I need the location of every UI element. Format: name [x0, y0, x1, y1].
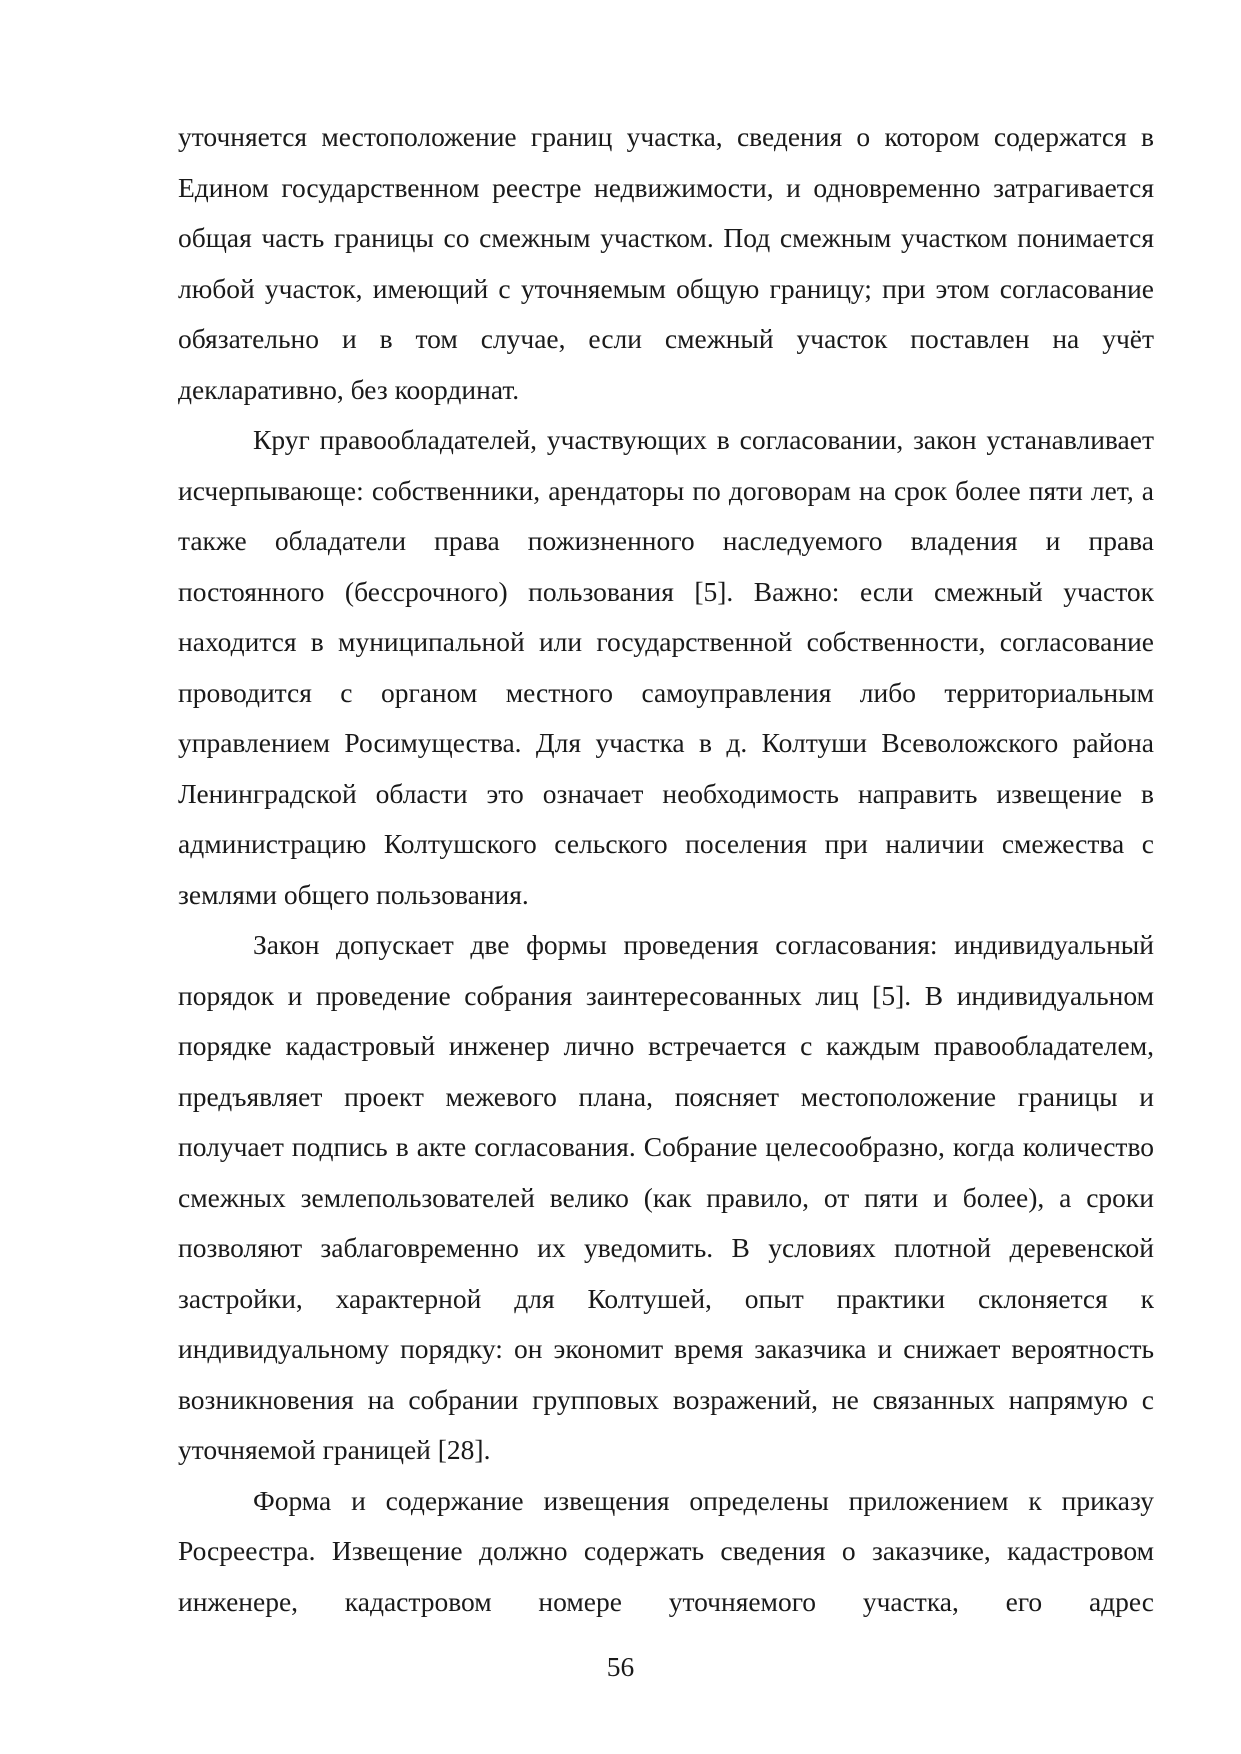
paragraph-notice-form: Форма и содержание извещения определены приложением к приказу Росреестра. Извещение должно содержать сведения о заказчике, кадастровом инженере, кадастровом номере уточняемого участка, его адрес [178, 1484, 1154, 1617]
paragraph-continued: уточняется местоположение границ участка, сведения о котором содержатся в Едином государственном реестре недвижимости, и одновременно затрагивается общая часть границы со смежным участком. Под смежным участком понимается любой участок, имеющий с уточняемым общую границу; при этом согласование обязательно и в том случае, если смежный участок поставлен на учёт декларативно, без координат. [178, 121, 1154, 405]
paragraph-rights-holders: Круг правообладателей, участвующих в согласовании, закон устанавливает исчерпывающе: собственники, арендаторы по договорам на срок более пяти лет, а также обладатели права пожизненного наследуемого владения и права постоянного (бессрочного) пользования [5]. Важно: если смежный участок находится в муниципальной или государственной собственности, согласование проводится с органом местного самоуправления либо территориальным управлением Росимущества. Для участка в д. Колтуши Всеволожского района Ленинградской области это означает необходимость направить извещение в администрацию Колтушского сельского поселения при наличии смежества с землями общего пользования. [178, 424, 1154, 910]
document-body [178, 112, 1154, 1627]
paragraph-approval-forms: Закон допускает две формы проведения согласования: индивидуальный порядок и проведение собрания заинтересованных лиц [5]. В индивидуальном порядке кадастровый инженер лично встречается с каждым правообладателем, предъявляет проект межевого плана, поясняет местоположение границы и получает подпись в акте согласования. Собрание целесообразно, когда количество смежных землепользователей велико (как правило, от пяти и более), а сроки позволяют заблаговременно их уведомить. В условиях плотной деревенской застройки, характерной для Колтушей, опыт практики склоняется к индивидуальному порядку: он экономит время заказчика и снижает вероятность возникновения на собрании групповых возражений, не связанных напрямую с уточняемой границей [28]. [178, 929, 1154, 1465]
page-number: 56 [606, 1651, 635, 1682]
